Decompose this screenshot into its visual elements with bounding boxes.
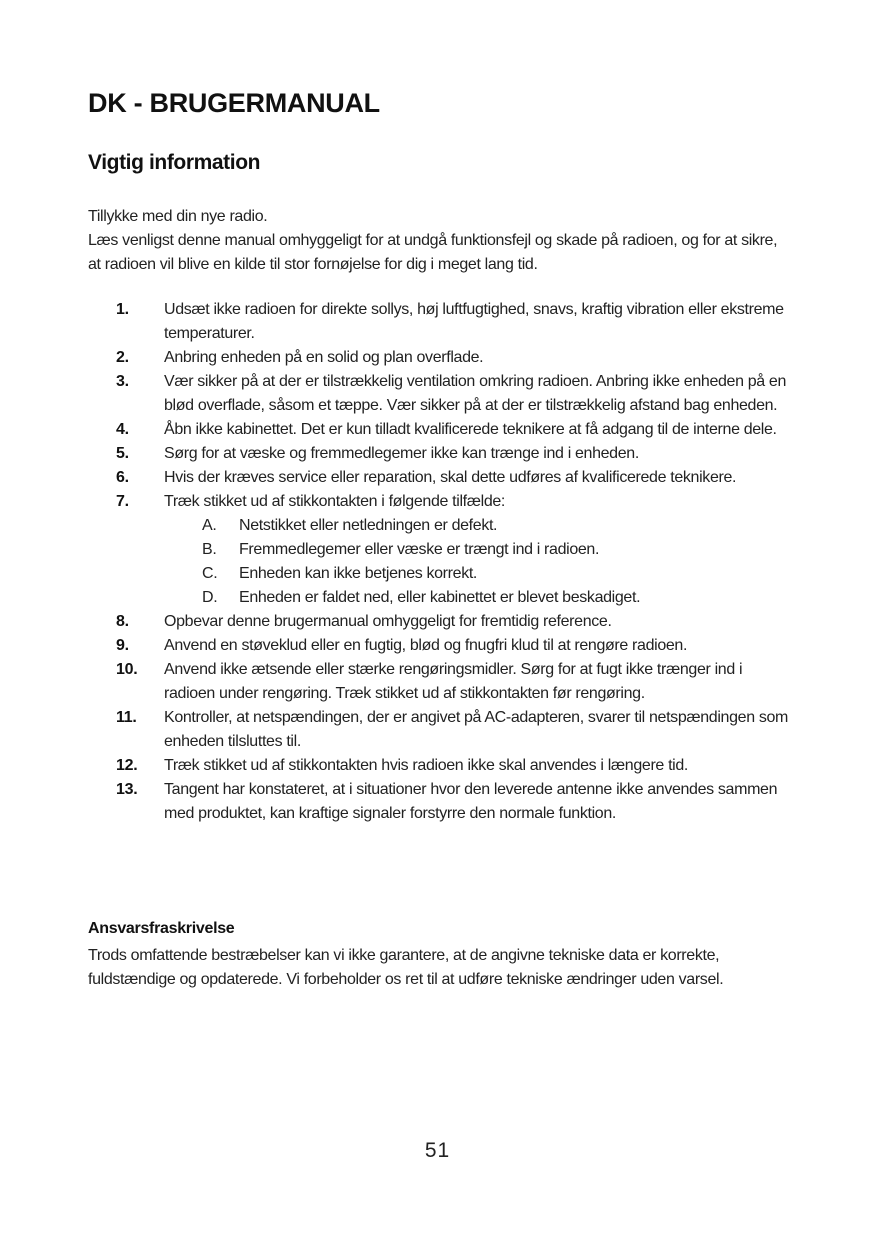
intro-instructions: Læs venligst denne manual omhyggeligt for at undgå funktionsfejl og skade på radioen, og for at sikre, at radioen vil blive en kilde til stor fornøjelse for dig i meget lang tid. xyxy=(88,232,778,273)
list-item xyxy=(88,346,788,370)
list-item xyxy=(88,418,788,442)
list-item xyxy=(88,466,788,490)
list-item-number: 1. xyxy=(116,301,129,318)
sub-list-text: Enheden er faldet ned, eller kabinettet er blevet beskadiget. xyxy=(239,589,641,606)
sub-list-letter: C. xyxy=(202,565,218,582)
list-item xyxy=(88,754,788,778)
sub-list-item xyxy=(164,586,788,610)
list-item-text: Vær sikker på at der er tilstrækkelig ventilation omkring radioen. Anbring ikke enheden på en blød overflade, såsom et tæppe. Vær sikker på at der er tilstrækkelig afstand bag enheden. xyxy=(164,373,787,414)
list-item-number: 9. xyxy=(116,637,129,654)
sub-list xyxy=(164,514,788,610)
list-item xyxy=(88,634,788,658)
disclaimer-text: Trods omfattende bestræbelser kan vi ikke garantere, at de angivne tekniske data er korrekte, fuldstændige og opdaterede. Vi forbeholder os ret til at udføre tekniske ændringer uden varsel. xyxy=(88,947,724,988)
list-item-number: 3. xyxy=(116,373,129,390)
list-item-number: 11. xyxy=(116,709,137,726)
list-item-text: Åbn ikke kabinettet. Det er kun tilladt kvalificerede teknikere at få adgang til de interne dele. xyxy=(164,421,777,438)
section-title: Vigtig information xyxy=(88,151,261,174)
list-item-number: 12. xyxy=(116,757,138,774)
sub-list-text: Netstikket eller netledningen er defekt. xyxy=(239,517,498,534)
list-item-number: 6. xyxy=(116,469,129,486)
list-item-text: Opbevar denne brugermanual omhyggeligt for fremtidig reference. xyxy=(164,613,612,630)
list-item-text: Anvend en støveklud eller en fugtig, blød og fnugfri klud til at rengøre radioen. xyxy=(164,637,688,654)
list-item-text: Træk stikket ud af stikkontakten i følgende tilfælde: xyxy=(164,493,506,510)
list-item-number: 4. xyxy=(116,421,129,438)
list-item xyxy=(88,370,788,418)
list-item xyxy=(88,490,788,610)
intro-paragraph xyxy=(88,205,788,277)
list-item-number: 2. xyxy=(116,349,129,366)
list-item-text: Hvis der kræves service eller reparation, skal dette udføres af kvalificerede teknikere. xyxy=(164,469,737,486)
list-item-number: 10. xyxy=(116,661,138,678)
list-item xyxy=(88,778,788,826)
list-item-number: 7. xyxy=(116,493,129,510)
intro-greeting: Tillykke med din nye radio. xyxy=(88,208,268,225)
list-item xyxy=(88,658,788,706)
sub-list-item xyxy=(164,562,788,586)
sub-list-letter: A. xyxy=(202,517,217,534)
disclaimer-heading: Ansvarsfraskrivelse xyxy=(88,920,235,937)
sub-list-item xyxy=(164,538,788,562)
list-item-number: 5. xyxy=(116,445,129,462)
list-item xyxy=(88,298,788,346)
list-item-number: 8. xyxy=(116,613,129,630)
sub-list-item xyxy=(164,514,788,538)
list-item xyxy=(88,706,788,754)
list-item-text: Udsæt ikke radioen for direkte sollys, høj luftfugtighed, snavs, kraftig vibration eller ekstreme temperaturer. xyxy=(164,301,784,342)
sub-list-letter: D. xyxy=(202,589,218,606)
list-item xyxy=(88,610,788,634)
list-item xyxy=(88,442,788,466)
list-item-text: Sørg for at væske og fremmedlegemer ikke kan trænge ind i enheden. xyxy=(164,445,639,462)
sub-list-text: Enheden kan ikke betjenes korrekt. xyxy=(239,565,478,582)
page-title: DK - BRUGERMANUAL xyxy=(88,88,380,118)
sub-list-letter: B. xyxy=(202,541,217,558)
sub-list-text: Fremmedlegemer eller væske er trængt ind i radioen. xyxy=(239,541,600,558)
list-item-number: 13. xyxy=(116,781,138,798)
list-item-text: Træk stikket ud af stikkontakten hvis radioen ikke skal anvendes i længere tid. xyxy=(164,757,689,774)
safety-rules-list xyxy=(88,298,788,826)
list-item-text: Kontroller, at netspændingen, der er angivet på AC-adapteren, svarer til netspændingen som enheden tilsluttes til. xyxy=(164,709,789,750)
list-item-text: Anbring enheden på en solid og plan overflade. xyxy=(164,349,484,366)
list-item-text: Tangent har konstateret, at i situationer hvor den leverede antenne ikke anvendes sammen med produktet, kan kraftige signaler forstyrre den normale funktion. xyxy=(164,781,778,822)
page-number: 51 xyxy=(424,1139,451,1162)
list-item-text: Anvend ikke ætsende eller stærke rengøringsmidler. Sørg for at fugt ikke trænger ind i radioen under rengøring. Træk stikket ud af stikkontakten før rengøring. xyxy=(164,661,743,702)
